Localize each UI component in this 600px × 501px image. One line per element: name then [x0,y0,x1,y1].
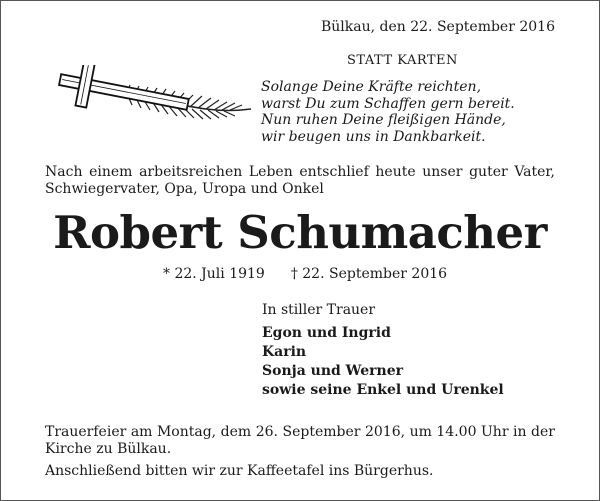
statt-karten-label: STATT KARTEN [347,53,458,68]
birth-date: * 22. Juli 1919 [163,266,265,282]
coffee-info: Anschließend bitten wir zur Kaffeetafel ins Bürgerhus. [45,463,434,479]
poem-line: Nun ruhen Deine fleißigen Hände, [261,112,506,128]
poem-line: Solange Deine Kräfte reichten, [261,79,482,95]
intro-text: Nach einem arbeitsreichen Leben entschlief heute unser guter Vater, Schwiegervater, Opa, Uropa und Onkel [45,164,555,197]
deceased-name: Robert Schumacher [53,206,547,259]
place-date: Bülkau, den 22. September 2016 [320,19,555,35]
family-member: sowie seine Enkel und Urenkel [262,382,504,398]
life-dates [163,266,447,282]
mourning-heading: In stiller Trauer [262,302,376,318]
poem [261,79,515,145]
family-member: Sonja und Werner [262,363,403,379]
cross-with-palm-branch-icon [56,65,256,135]
poem-line: wir beugen uns in Dankbarkeit. [261,128,486,145]
family-member: Karin [262,344,307,360]
funeral-info: Trauerfeier am Montag, dem 26. September 2016, um 14.00 Uhr in der Kirche zu Bülkau. [45,424,555,457]
family-list [262,324,504,400]
poem-line: warst Du zum Schaffen gern bereit. [261,95,515,112]
family-member: Egon und Ingrid [262,325,391,341]
death-date: † 22. September 2016 [290,266,448,282]
